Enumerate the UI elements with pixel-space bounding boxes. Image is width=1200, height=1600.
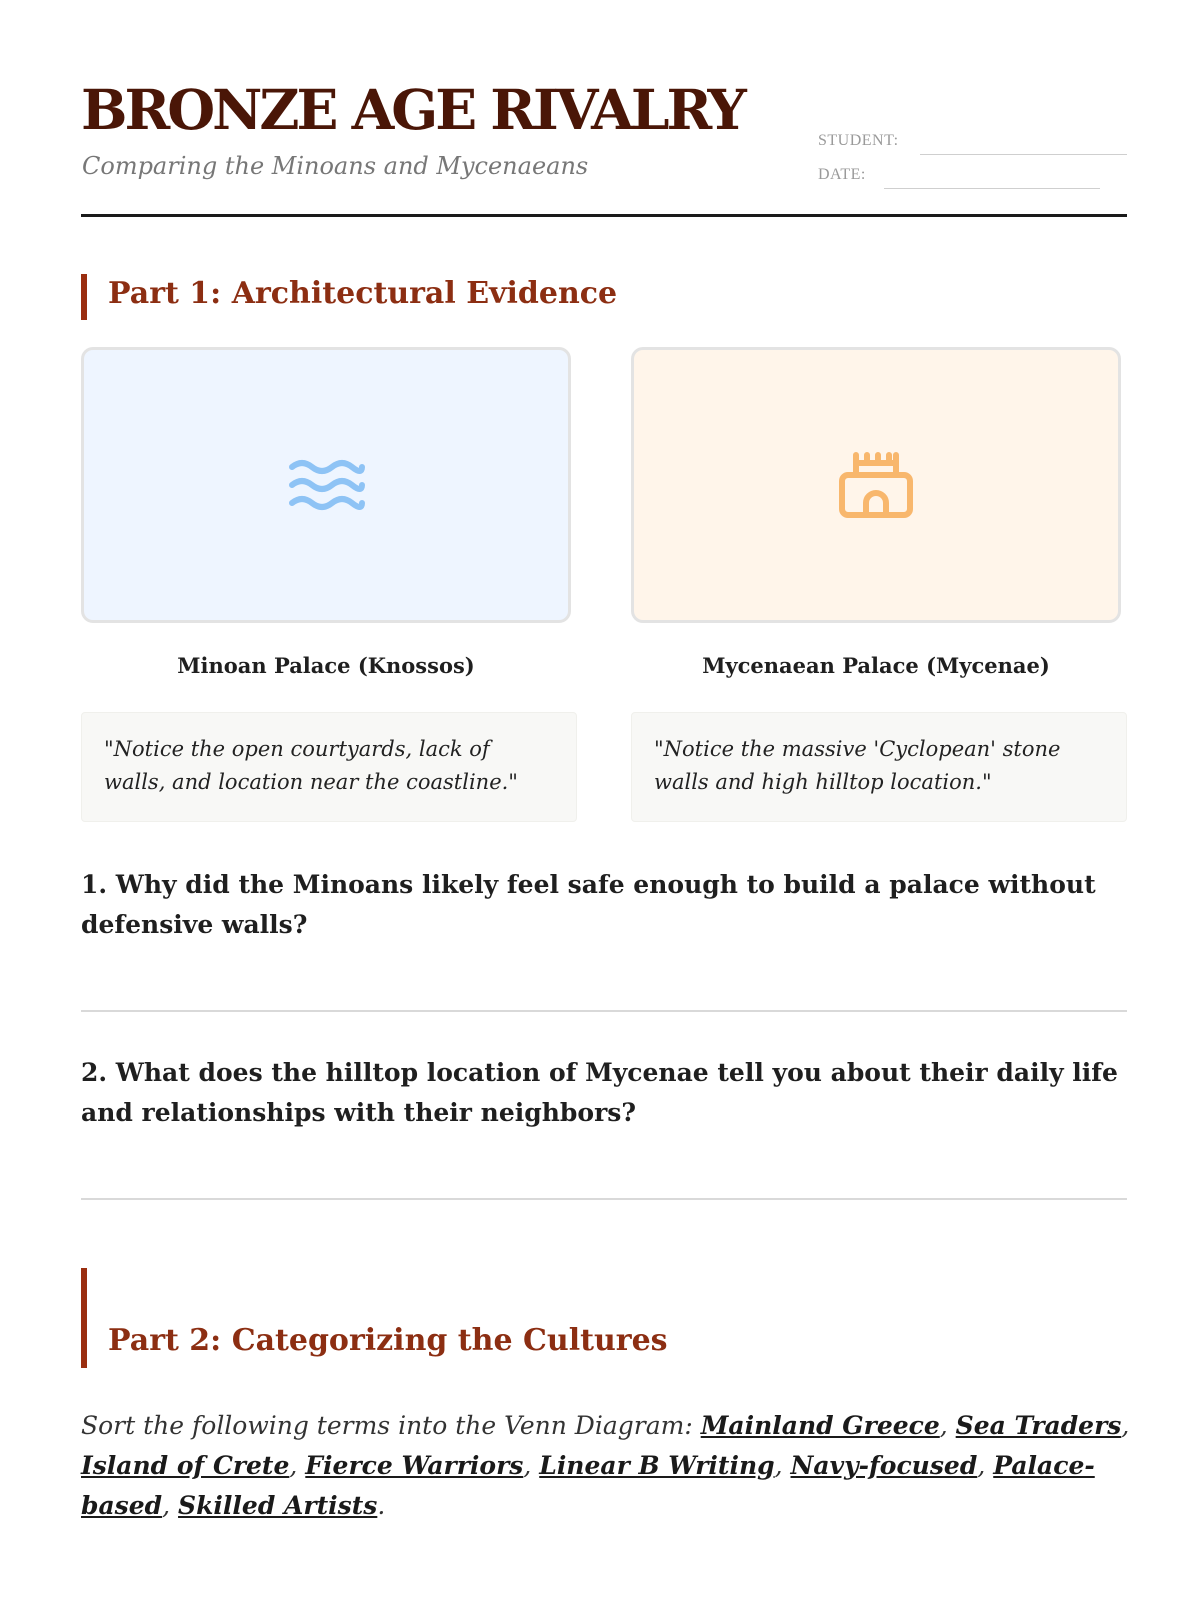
term-linear-b-writing: Linear B Writing [539,1451,775,1480]
section-accent-bar [81,1268,87,1368]
worksheet-title: BRONZE AGE RIVALRY [81,77,744,142]
mycenaean-caption: Mycenaean Palace (Mycenae) [702,653,1050,678]
castle-icon [836,449,916,521]
minoan-quote: "Notice the open courtyards, lack of walls, and location near the coastline." [81,712,577,822]
term-fierce-warriors: Fierce Warriors [305,1451,524,1480]
header-divider [81,214,1127,217]
term-navy-focused: Navy-focused [790,1451,978,1480]
term-separator: , [289,1451,306,1480]
worksheet-subtitle: Comparing the Minoans and Mycenaeans [82,152,589,180]
part1-heading: Part 1: Architectural Evidence [108,276,618,311]
instructions-suffix: . [377,1491,386,1520]
minoan-image-panel [81,347,571,623]
term-separator: , [774,1451,791,1480]
waves-icon [286,453,366,517]
mycenaean-quote: "Notice the massive 'Cyclopean' stone walls and high hilltop location." [631,712,1127,822]
answer-line-2[interactable] [81,1198,1127,1200]
term-separator: , [1121,1411,1130,1440]
question-1: 1. Why did the Minoans likely feel safe enough to build a palace without defensive walls? [81,870,1096,939]
date-label: DATE: [818,166,866,183]
sorting-instructions [81,1406,1131,1526]
minoan-caption: Minoan Palace (Knossos) [177,653,475,678]
term-skilled-artists: Skilled Artists [178,1491,378,1520]
section-accent-bar [81,274,87,320]
term-separator: , [939,1411,956,1440]
answer-line-1[interactable] [81,1010,1127,1012]
student-label: STUDENT: [818,132,899,149]
part2-heading: Part 2: Categorizing the Cultures [108,1323,668,1358]
student-name-field[interactable] [920,154,1127,155]
term-separator: , [523,1451,540,1480]
term-palace-based: Palace-based [81,1451,1095,1520]
instructions-prefix: Sort the following terms into the Venn Diagram: [81,1411,701,1440]
term-separator: , [977,1451,994,1480]
term-mainland-greece: Mainland Greece [700,1411,940,1440]
question-2: 2. What does the hilltop location of Mycenae tell you about their daily life and relationships with their neighbors? [81,1058,1118,1127]
date-field[interactable] [884,188,1100,189]
term-island-of-crete: Island of Crete [81,1451,290,1480]
mycenaean-image-panel [631,347,1121,623]
term-sea-traders: Sea Traders [955,1411,1122,1440]
term-separator: , [162,1491,179,1520]
